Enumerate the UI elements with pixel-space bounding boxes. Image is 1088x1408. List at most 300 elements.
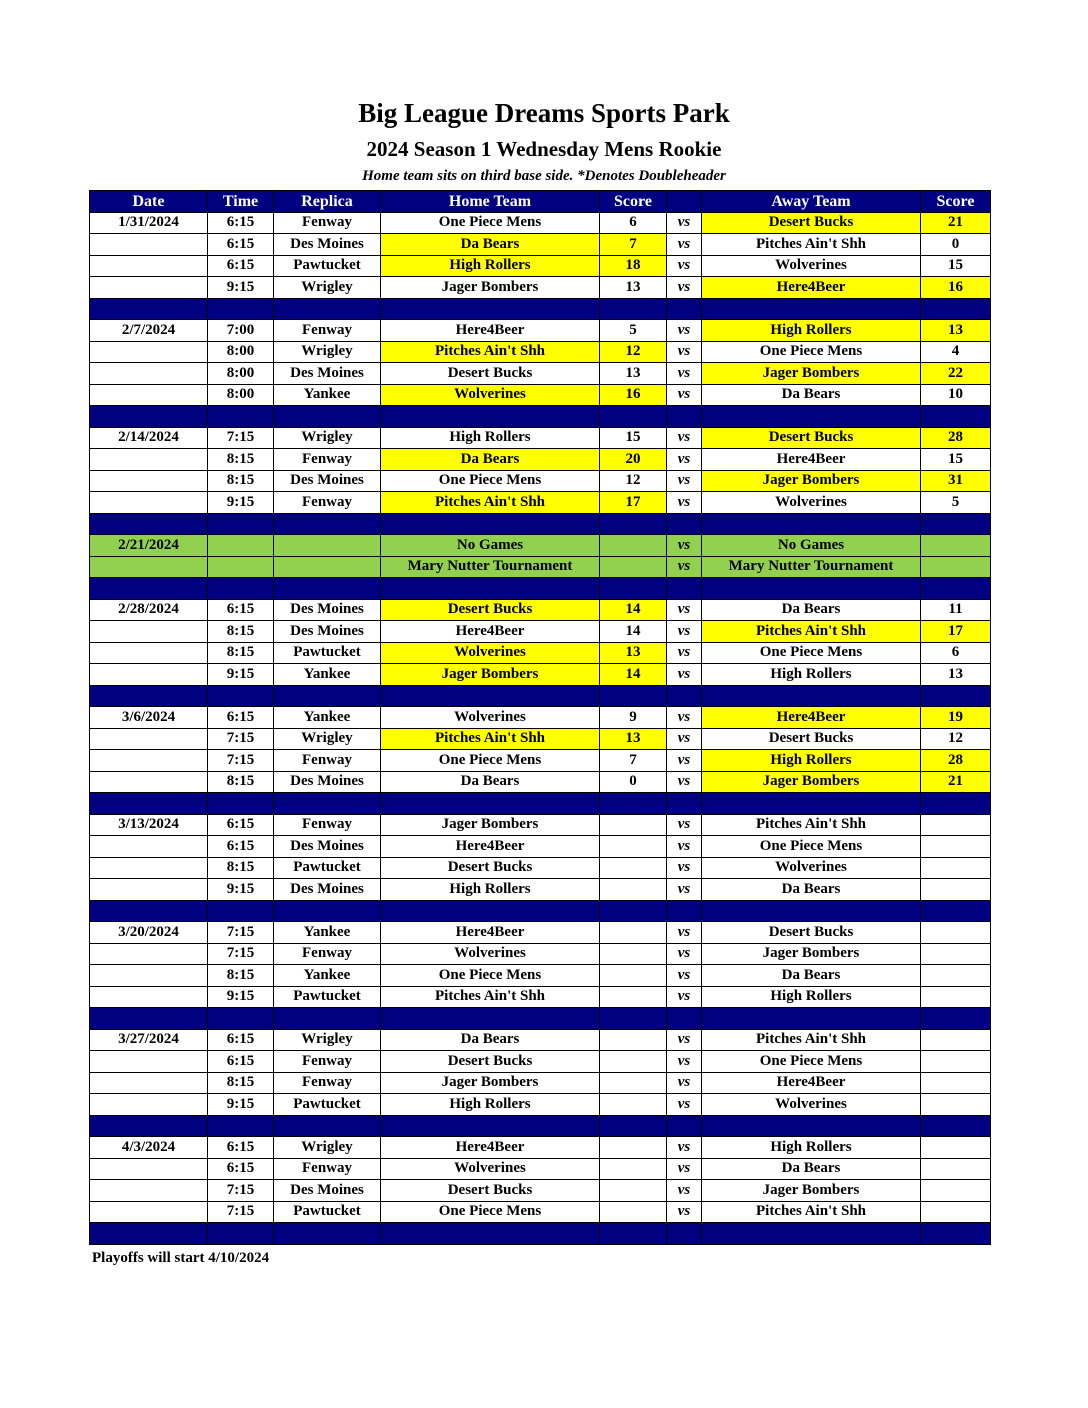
- separator-cell: [702, 685, 921, 707]
- replica-cell: Des Moines: [274, 363, 381, 385]
- home-team-cell: High Rollers: [381, 1094, 600, 1116]
- game-row: [90, 341, 991, 363]
- game-row: [90, 707, 991, 729]
- away-score-cell: [921, 535, 991, 557]
- away-team-cell: Pitches Ain't Shh: [702, 1201, 921, 1223]
- replica-cell: Fenway: [274, 212, 381, 234]
- date-cell: [90, 1051, 208, 1073]
- separator-cell: [208, 406, 274, 428]
- home-team-cell: Here4Beer: [381, 922, 600, 944]
- date-cell: [90, 943, 208, 965]
- separator-cell: [90, 298, 208, 320]
- time-cell: 7:15: [208, 750, 274, 772]
- home-team-cell: Wolverines: [381, 707, 600, 729]
- replica-cell: Pawtucket: [274, 642, 381, 664]
- separator-cell: [274, 1008, 381, 1030]
- date-cell: 4/3/2024: [90, 1137, 208, 1159]
- home-team-cell: Jager Bombers: [381, 1072, 600, 1094]
- time-cell: 9:15: [208, 664, 274, 686]
- week-separator-row: [90, 900, 991, 922]
- replica-cell: Wrigley: [274, 427, 381, 449]
- home-score-cell: 13: [600, 277, 667, 299]
- replica-cell: Yankee: [274, 707, 381, 729]
- away-team-cell: One Piece Mens: [702, 642, 921, 664]
- away-score-cell: 10: [921, 384, 991, 406]
- date-cell: [90, 750, 208, 772]
- away-score-cell: [921, 986, 991, 1008]
- replica-cell: Yankee: [274, 965, 381, 987]
- away-team-cell: Jager Bombers: [702, 943, 921, 965]
- week-separator-row: [90, 1223, 991, 1245]
- replica-cell: Des Moines: [274, 879, 381, 901]
- schedule-body: [90, 212, 991, 1244]
- vs-cell: vs: [667, 1029, 702, 1051]
- away-team-cell: Wolverines: [702, 255, 921, 277]
- away-team-cell: Pitches Ain't Shh: [702, 234, 921, 256]
- week-separator-row: [90, 793, 991, 815]
- week-separator-row: [90, 406, 991, 428]
- vs-cell: vs: [667, 599, 702, 621]
- separator-cell: [600, 513, 667, 535]
- time-cell: 6:15: [208, 255, 274, 277]
- home-score-cell: 7: [600, 234, 667, 256]
- separator-cell: [90, 900, 208, 922]
- home-score-cell: [600, 965, 667, 987]
- home-team-cell: High Rollers: [381, 879, 600, 901]
- separator-cell: [600, 1008, 667, 1030]
- date-cell: [90, 664, 208, 686]
- separator-cell: [381, 513, 600, 535]
- away-team-cell: Da Bears: [702, 965, 921, 987]
- separator-cell: [90, 578, 208, 600]
- separator-cell: [667, 1008, 702, 1030]
- game-row: [90, 320, 991, 342]
- time-cell: 7:00: [208, 320, 274, 342]
- vs-cell: vs: [667, 750, 702, 772]
- replica-cell: Des Moines: [274, 1180, 381, 1202]
- replica-cell: [274, 535, 381, 557]
- separator-cell: [208, 685, 274, 707]
- game-row: [90, 363, 991, 385]
- separator-cell: [381, 1223, 600, 1245]
- replica-cell: Wrigley: [274, 1029, 381, 1051]
- separator-cell: [274, 900, 381, 922]
- replica-cell: Des Moines: [274, 234, 381, 256]
- date-cell: 3/6/2024: [90, 707, 208, 729]
- away-team-cell: Da Bears: [702, 599, 921, 621]
- away-team-cell: Jager Bombers: [702, 470, 921, 492]
- schedule-table: [89, 190, 991, 1245]
- date-cell: [90, 642, 208, 664]
- date-cell: [90, 986, 208, 1008]
- separator-cell: [702, 793, 921, 815]
- home-score-cell: [600, 1137, 667, 1159]
- time-cell: 7:15: [208, 943, 274, 965]
- away-team-cell: Da Bears: [702, 879, 921, 901]
- separator-cell: [921, 900, 991, 922]
- game-row: [90, 1137, 991, 1159]
- home-team-cell: Here4Beer: [381, 1137, 600, 1159]
- home-team-cell: Jager Bombers: [381, 664, 600, 686]
- separator-cell: [274, 1115, 381, 1137]
- date-cell: [90, 277, 208, 299]
- separator-cell: [208, 793, 274, 815]
- separator-cell: [702, 513, 921, 535]
- time-cell: 9:15: [208, 986, 274, 1008]
- separator-cell: [702, 406, 921, 428]
- time-cell: 6:15: [208, 1137, 274, 1159]
- away-score-cell: [921, 943, 991, 965]
- time-cell: [208, 535, 274, 557]
- away-score-cell: [921, 1051, 991, 1073]
- time-cell: 7:15: [208, 427, 274, 449]
- col-away-score-header: Score: [921, 191, 991, 213]
- home-score-cell: 12: [600, 470, 667, 492]
- time-cell: 6:15: [208, 707, 274, 729]
- home-team-cell: Here4Beer: [381, 621, 600, 643]
- separator-cell: [208, 1223, 274, 1245]
- replica-cell: Pawtucket: [274, 255, 381, 277]
- time-cell: 8:15: [208, 449, 274, 471]
- date-cell: 2/14/2024: [90, 427, 208, 449]
- replica-cell: Fenway: [274, 320, 381, 342]
- time-cell: 8:00: [208, 384, 274, 406]
- away-team-cell: One Piece Mens: [702, 1051, 921, 1073]
- separator-cell: [208, 1008, 274, 1030]
- away-team-cell: Desert Bucks: [702, 922, 921, 944]
- home-score-cell: [600, 1029, 667, 1051]
- col-date-header: Date: [90, 191, 208, 213]
- home-score-cell: [600, 1094, 667, 1116]
- vs-cell: vs: [667, 492, 702, 514]
- week-separator-row: [90, 685, 991, 707]
- time-cell: 8:15: [208, 621, 274, 643]
- home-score-cell: [600, 1072, 667, 1094]
- away-score-cell: [921, 857, 991, 879]
- home-team-cell: Da Bears: [381, 771, 600, 793]
- date-cell: [90, 1072, 208, 1094]
- separator-cell: [921, 298, 991, 320]
- vs-cell: vs: [667, 707, 702, 729]
- replica-cell: Fenway: [274, 750, 381, 772]
- home-team-cell: No Games: [381, 535, 600, 557]
- away-score-cell: 28: [921, 427, 991, 449]
- replica-cell: Yankee: [274, 922, 381, 944]
- separator-cell: [667, 1223, 702, 1245]
- away-score-cell: 21: [921, 771, 991, 793]
- col-vs-header: [667, 191, 702, 213]
- home-team-cell: Pitches Ain't Shh: [381, 986, 600, 1008]
- separator-cell: [600, 685, 667, 707]
- away-score-cell: [921, 1094, 991, 1116]
- away-score-cell: [921, 1180, 991, 1202]
- separator-cell: [274, 298, 381, 320]
- separator-cell: [274, 685, 381, 707]
- week-separator-row: [90, 513, 991, 535]
- vs-cell: vs: [667, 556, 702, 578]
- away-score-cell: [921, 814, 991, 836]
- home-score-cell: [600, 879, 667, 901]
- away-score-cell: [921, 879, 991, 901]
- home-team-cell: Wolverines: [381, 642, 600, 664]
- replica-cell: Wrigley: [274, 728, 381, 750]
- away-score-cell: 17: [921, 621, 991, 643]
- separator-cell: [90, 685, 208, 707]
- game-row: [90, 492, 991, 514]
- vs-cell: vs: [667, 664, 702, 686]
- separator-cell: [208, 578, 274, 600]
- home-score-cell: [600, 986, 667, 1008]
- away-team-cell: High Rollers: [702, 986, 921, 1008]
- game-row: [90, 1029, 991, 1051]
- away-team-cell: Mary Nutter Tournament: [702, 556, 921, 578]
- away-score-cell: 5: [921, 492, 991, 514]
- replica-cell: Fenway: [274, 1158, 381, 1180]
- replica-cell: Des Moines: [274, 621, 381, 643]
- game-row: [90, 1094, 991, 1116]
- home-team-cell: Desert Bucks: [381, 363, 600, 385]
- separator-cell: [600, 298, 667, 320]
- away-team-cell: Jager Bombers: [702, 1180, 921, 1202]
- game-row: [90, 922, 991, 944]
- home-score-cell: 13: [600, 363, 667, 385]
- away-team-cell: Da Bears: [702, 1158, 921, 1180]
- replica-cell: Des Moines: [274, 599, 381, 621]
- home-team-cell: One Piece Mens: [381, 1201, 600, 1223]
- replica-cell: Fenway: [274, 1072, 381, 1094]
- vs-cell: vs: [667, 986, 702, 1008]
- schedule-note: Home team sits on third base side. *Denotes Doubleheader: [362, 168, 726, 184]
- home-team-cell: Desert Bucks: [381, 1180, 600, 1202]
- separator-cell: [921, 1008, 991, 1030]
- game-row: [90, 621, 991, 643]
- home-team-cell: Wolverines: [381, 384, 600, 406]
- separator-cell: [667, 793, 702, 815]
- away-team-cell: Desert Bucks: [702, 212, 921, 234]
- time-cell: 9:15: [208, 492, 274, 514]
- separator-cell: [600, 406, 667, 428]
- home-score-cell: 0: [600, 771, 667, 793]
- time-cell: 6:15: [208, 814, 274, 836]
- home-score-cell: [600, 1158, 667, 1180]
- replica-cell: Des Moines: [274, 470, 381, 492]
- away-team-cell: Here4Beer: [702, 707, 921, 729]
- away-score-cell: [921, 1201, 991, 1223]
- time-cell: 9:15: [208, 1094, 274, 1116]
- date-cell: [90, 771, 208, 793]
- time-cell: 8:15: [208, 642, 274, 664]
- home-score-cell: 18: [600, 255, 667, 277]
- game-row: [90, 1072, 991, 1094]
- game-row: [90, 255, 991, 277]
- replica-cell: Fenway: [274, 814, 381, 836]
- vs-cell: vs: [667, 728, 702, 750]
- home-team-cell: Pitches Ain't Shh: [381, 341, 600, 363]
- date-cell: [90, 255, 208, 277]
- separator-cell: [600, 900, 667, 922]
- home-team-cell: Here4Beer: [381, 836, 600, 858]
- time-cell: 6:15: [208, 212, 274, 234]
- game-row: [90, 427, 991, 449]
- away-score-cell: 28: [921, 750, 991, 772]
- page-title: Big League Dreams Sports Park: [358, 98, 730, 128]
- game-row: [90, 599, 991, 621]
- home-score-cell: [600, 556, 667, 578]
- game-row: [90, 943, 991, 965]
- away-team-cell: Wolverines: [702, 492, 921, 514]
- game-row: [90, 642, 991, 664]
- replica-cell: Wrigley: [274, 1137, 381, 1159]
- away-team-cell: Jager Bombers: [702, 771, 921, 793]
- no-games-row: [90, 556, 991, 578]
- separator-cell: [667, 900, 702, 922]
- time-cell: 8:15: [208, 1072, 274, 1094]
- week-separator-row: [90, 1115, 991, 1137]
- away-score-cell: 19: [921, 707, 991, 729]
- time-cell: 9:15: [208, 277, 274, 299]
- away-score-cell: 12: [921, 728, 991, 750]
- date-cell: [90, 384, 208, 406]
- date-cell: 2/28/2024: [90, 599, 208, 621]
- separator-cell: [90, 793, 208, 815]
- home-score-cell: 14: [600, 599, 667, 621]
- away-team-cell: Wolverines: [702, 857, 921, 879]
- home-team-cell: Desert Bucks: [381, 599, 600, 621]
- separator-cell: [702, 1008, 921, 1030]
- away-score-cell: 22: [921, 363, 991, 385]
- time-cell: 6:15: [208, 1158, 274, 1180]
- separator-cell: [921, 406, 991, 428]
- home-score-cell: 20: [600, 449, 667, 471]
- home-score-cell: 5: [600, 320, 667, 342]
- home-team-cell: Pitches Ain't Shh: [381, 492, 600, 514]
- vs-cell: vs: [667, 1201, 702, 1223]
- separator-cell: [381, 1115, 600, 1137]
- playoffs-note: Playoffs will start 4/10/2024: [92, 1250, 270, 1266]
- col-replica-header: Replica: [274, 191, 381, 213]
- date-cell: [90, 1094, 208, 1116]
- away-score-cell: [921, 965, 991, 987]
- away-score-cell: [921, 1137, 991, 1159]
- home-team-cell: Da Bears: [381, 449, 600, 471]
- replica-cell: Des Moines: [274, 836, 381, 858]
- game-row: [90, 728, 991, 750]
- week-separator-row: [90, 1008, 991, 1030]
- away-score-cell: 13: [921, 320, 991, 342]
- date-cell: [90, 363, 208, 385]
- time-cell: 7:15: [208, 1201, 274, 1223]
- home-team-cell: Desert Bucks: [381, 857, 600, 879]
- separator-cell: [381, 685, 600, 707]
- vs-cell: vs: [667, 1180, 702, 1202]
- separator-cell: [921, 1223, 991, 1245]
- separator-cell: [667, 1115, 702, 1137]
- time-cell: 8:15: [208, 965, 274, 987]
- separator-cell: [600, 1223, 667, 1245]
- date-cell: [90, 879, 208, 901]
- away-team-cell: No Games: [702, 535, 921, 557]
- away-team-cell: Pitches Ain't Shh: [702, 814, 921, 836]
- separator-cell: [667, 513, 702, 535]
- vs-cell: vs: [667, 1094, 702, 1116]
- vs-cell: vs: [667, 771, 702, 793]
- away-team-cell: Desert Bucks: [702, 427, 921, 449]
- week-separator-row: [90, 578, 991, 600]
- game-row: [90, 965, 991, 987]
- home-team-cell: Wolverines: [381, 943, 600, 965]
- home-score-cell: 14: [600, 664, 667, 686]
- separator-cell: [702, 298, 921, 320]
- vs-cell: vs: [667, 857, 702, 879]
- separator-cell: [667, 406, 702, 428]
- vs-cell: vs: [667, 427, 702, 449]
- game-row: [90, 857, 991, 879]
- home-score-cell: 13: [600, 728, 667, 750]
- date-cell: 3/20/2024: [90, 922, 208, 944]
- vs-cell: vs: [667, 1072, 702, 1094]
- time-cell: [208, 556, 274, 578]
- home-score-cell: [600, 535, 667, 557]
- away-score-cell: [921, 1072, 991, 1094]
- col-home-team-header: Home Team: [381, 191, 600, 213]
- no-games-row: [90, 535, 991, 557]
- col-home-score-header: Score: [600, 191, 667, 213]
- date-cell: [90, 621, 208, 643]
- separator-cell: [921, 578, 991, 600]
- vs-cell: vs: [667, 1051, 702, 1073]
- vs-cell: vs: [667, 922, 702, 944]
- replica-cell: Fenway: [274, 943, 381, 965]
- separator-cell: [600, 578, 667, 600]
- separator-cell: [702, 578, 921, 600]
- separator-cell: [381, 298, 600, 320]
- time-cell: 8:15: [208, 470, 274, 492]
- separator-cell: [90, 513, 208, 535]
- vs-cell: vs: [667, 1158, 702, 1180]
- home-team-cell: One Piece Mens: [381, 470, 600, 492]
- date-cell: [90, 965, 208, 987]
- home-score-cell: 6: [600, 212, 667, 234]
- away-team-cell: Desert Bucks: [702, 728, 921, 750]
- separator-cell: [274, 1223, 381, 1245]
- home-team-cell: Jager Bombers: [381, 814, 600, 836]
- away-team-cell: Pitches Ain't Shh: [702, 621, 921, 643]
- home-score-cell: 14: [600, 621, 667, 643]
- away-score-cell: 6: [921, 642, 991, 664]
- game-row: [90, 470, 991, 492]
- away-score-cell: [921, 922, 991, 944]
- vs-cell: vs: [667, 965, 702, 987]
- home-team-cell: Da Bears: [381, 234, 600, 256]
- home-score-cell: 17: [600, 492, 667, 514]
- separator-cell: [702, 900, 921, 922]
- vs-cell: vs: [667, 836, 702, 858]
- separator-cell: [208, 513, 274, 535]
- home-score-cell: [600, 814, 667, 836]
- separator-cell: [208, 900, 274, 922]
- home-team-cell: High Rollers: [381, 427, 600, 449]
- home-team-cell: Pitches Ain't Shh: [381, 728, 600, 750]
- date-cell: [90, 492, 208, 514]
- vs-cell: vs: [667, 879, 702, 901]
- time-cell: 9:15: [208, 879, 274, 901]
- home-score-cell: [600, 857, 667, 879]
- time-cell: 8:15: [208, 857, 274, 879]
- separator-cell: [90, 406, 208, 428]
- replica-cell: Wrigley: [274, 341, 381, 363]
- vs-cell: vs: [667, 341, 702, 363]
- vs-cell: vs: [667, 943, 702, 965]
